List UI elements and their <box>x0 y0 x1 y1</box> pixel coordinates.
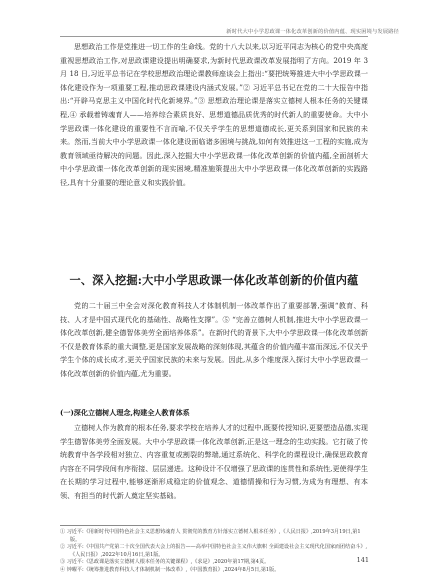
footnotes <box>60 529 368 575</box>
footnote-divider <box>60 525 160 526</box>
section-heading: 一、深入挖掘:大中小学思政课一体化改革创新的价值内蕴 <box>69 273 359 287</box>
subsection-paragraph: 立德树人作为教育的根本任务,要求学校在培养人才的过程中,既要传授知识,更要塑造品德,实现学生德智体美劳全面发展。大中小学思政课一体化改革创新,正是这一理念的生动实践。它打破了传统教育中各学段相对独立、内容重复或割裂的弊端,通过系统化、科学化的课程设计,确保思政教育内容在不同学段间有序衔接、层层递进。这种设计不仅增强了思政课的连贯性和系统性,更使得学生在长期的学习过程中,能够逐渐形成稳定的价值观念、道德情操和行为习惯,为成为有理想、有本领、有担当的时代新人奠定坚实基础。 <box>60 423 368 500</box>
page-number: 141 <box>356 556 369 564</box>
running-header: 新时代大中小学思政课一体化改革创新的价值内蕴、现实困境与发展路径 <box>226 29 399 35</box>
intro-paragraph: 思想政治工作是党推进一切工作的生命线。党的十八大以来,以习近平同志为核心的党中央高度重视思想政治工作,对思政课建设提出明确要求,为新时代思政课改革发展指明了方向。2019 年 3 月 18 日,习近平总书记在学校思想政治理论课教师座谈会上指出:“要把统筹推进大中小学思政课一体化建设作为一项重要工程,推动思政课建设内涵式发展。”② 习近平总书记在党的二十大报告中指出:“开辟马克思主义中国化时代化新境界。”③ 思想政治理论课是落实立德树人根本任务的关键课程,④ 承载着铸魂育人——培养综合素质良好、思想道德品质优秀的时代新人的重要使命。大中小学思政课一体化建设的重要性不言而喻,不仅关乎学生的思想道德成长,更关系到国家和民族的未来。然而,当前大中小学思政课一体化建设面临诸多困境与挑战,如何有效推进这一工程的实施,成为教育领域亟待解决的问题。因此,深入挖掘大中小学思政课一体化改革创新的价值内蕴,全面剖析大中小学思政课一体化改革创新的现实困境,精准施策提出大中小学思政课一体化改革创新的实践路径,具有十分重要的理论意义和实践价值。 <box>60 42 368 187</box>
subsection-heading: (一)深化立德树人理念,构建全人教育体系 <box>60 408 190 417</box>
footnote-item: ① 习近平:《用新时代中国特色社会主义思想铸魂育人 贯彻党的教育方针落实立德树人根本任务》,《人民日报》,2019年3月19日,第1版。 <box>60 529 361 543</box>
header-divider <box>60 36 368 37</box>
section-intro-paragraph: 党的二十届三中全会对深化教育科技人才体制机制一体改革作出了重要部署,强调“教育、科技、人才是中国式现代化的基础性、战略性支撑”。⑤ “完善立德树人机制,推进大中小学思政课一体化改革创新,健全德智体美劳全面培养体系”。在新时代的背景下,大中小学思政课一体化改革创新不仅是教育体系的重大调整,更是国家发展战略的深刻体现,其蕴含的价值内蕴丰富而深远,不仅关乎学生个体的成长成才,更关乎国家民族的未来与发展。因此,从多个维度深入探讨大中小学思政课一体化改革创新的价值内蕴,尤为重要。 <box>60 301 368 378</box>
footnote-item: ② 习近平:《中国共产党第二十次全国代表大会上的报告——高举中国特色社会主义伟大旗帜 全面建设社会主义现代化国家而团结奋斗》,《人民日报》,2022年10月16日,第1版。 <box>60 544 368 558</box>
footnote-item: ④ 钟曜平:《统筹推进教育科技人才体制机制一体改革》,《中国教育报》,2024年8月5日,第1版。 <box>60 566 280 573</box>
footnote-item: ③ 习近平:《思政课是落实立德树人根本任务的关键课程》,《求是》,2020年第17期,第4页。 <box>60 559 270 566</box>
